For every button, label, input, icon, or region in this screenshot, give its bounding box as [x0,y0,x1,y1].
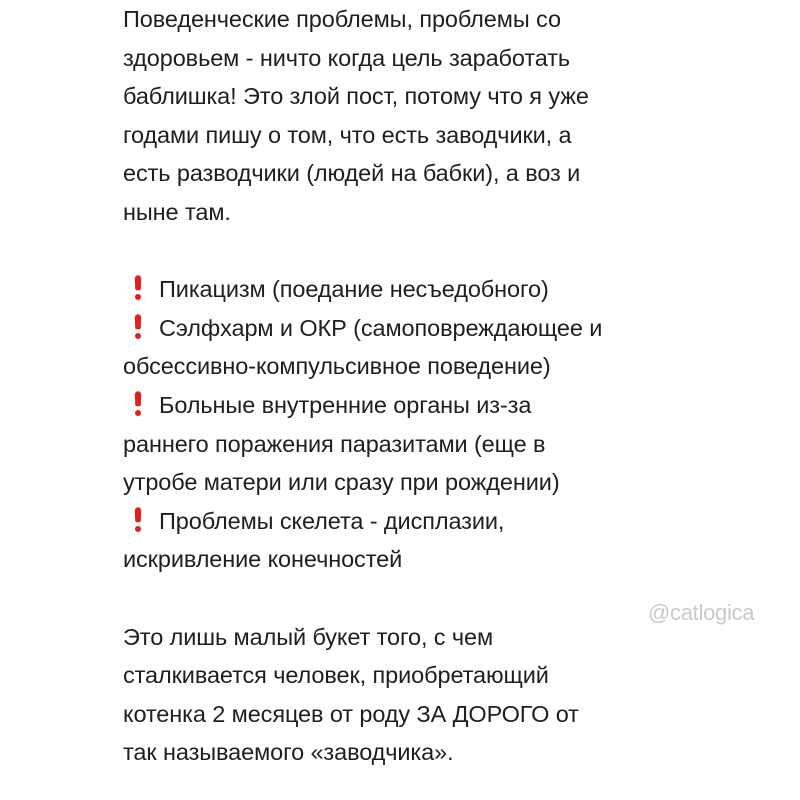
outro-line: так называемого «заводчика». [123,739,454,766]
exclamation-icon [131,508,145,532]
list-item-selfharm [123,309,683,348]
paragraph-spacer [123,579,683,618]
list-item-text: Проблемы скелета - дисплазии, [159,507,505,534]
list-item-continuation: искривление конечностей [123,546,403,573]
list-item-pica [123,270,683,309]
outro-line: Это лишь малый букет того, с чем [123,623,494,650]
outro-line: котенка 2 месяцев от роду ЗА ДОРОГО от [123,700,579,727]
intro-line: баблишка! Это злой пост, потому что я уже [123,83,589,110]
exclamation-icon [131,392,145,416]
watermark: @catlogica [648,600,755,625]
list-item-text: Пикацизм (поедание несъедобного) [159,276,549,303]
intro-line: ныне там. [123,198,231,225]
exclamation-icon [131,315,145,339]
list-item-skeleton [123,502,683,541]
list-item-organs [123,386,683,425]
problem-list [123,270,683,579]
list-item-text: Сэлфхарм и ОКР (самоповреждающее и [159,314,603,341]
intro-line: здоровьем - ничто когда цель заработать [123,44,571,71]
list-item-text: Больные внутренние органы из-за [159,391,532,418]
outro-line: сталкивается человек, приобретающий [123,662,549,689]
intro-line: есть разводчики (людей на бабки), а воз и [123,160,581,187]
list-item-continuation: обсессивно-компульсивное поведение) [123,353,551,380]
intro-paragraph [123,0,683,232]
outro-paragraph [123,618,683,772]
list-item-continuation: раннего поражения паразитами (еще в [123,430,546,457]
post-body [123,0,683,772]
intro-line: Поведенческие проблемы, проблемы со [123,6,561,32]
exclamation-icon [131,276,145,300]
intro-line: годами пишу о том, что есть заводчики, а [123,121,572,148]
list-item-continuation: утробе матери или сразу при рождении) [123,469,560,496]
paragraph-spacer [123,232,683,271]
